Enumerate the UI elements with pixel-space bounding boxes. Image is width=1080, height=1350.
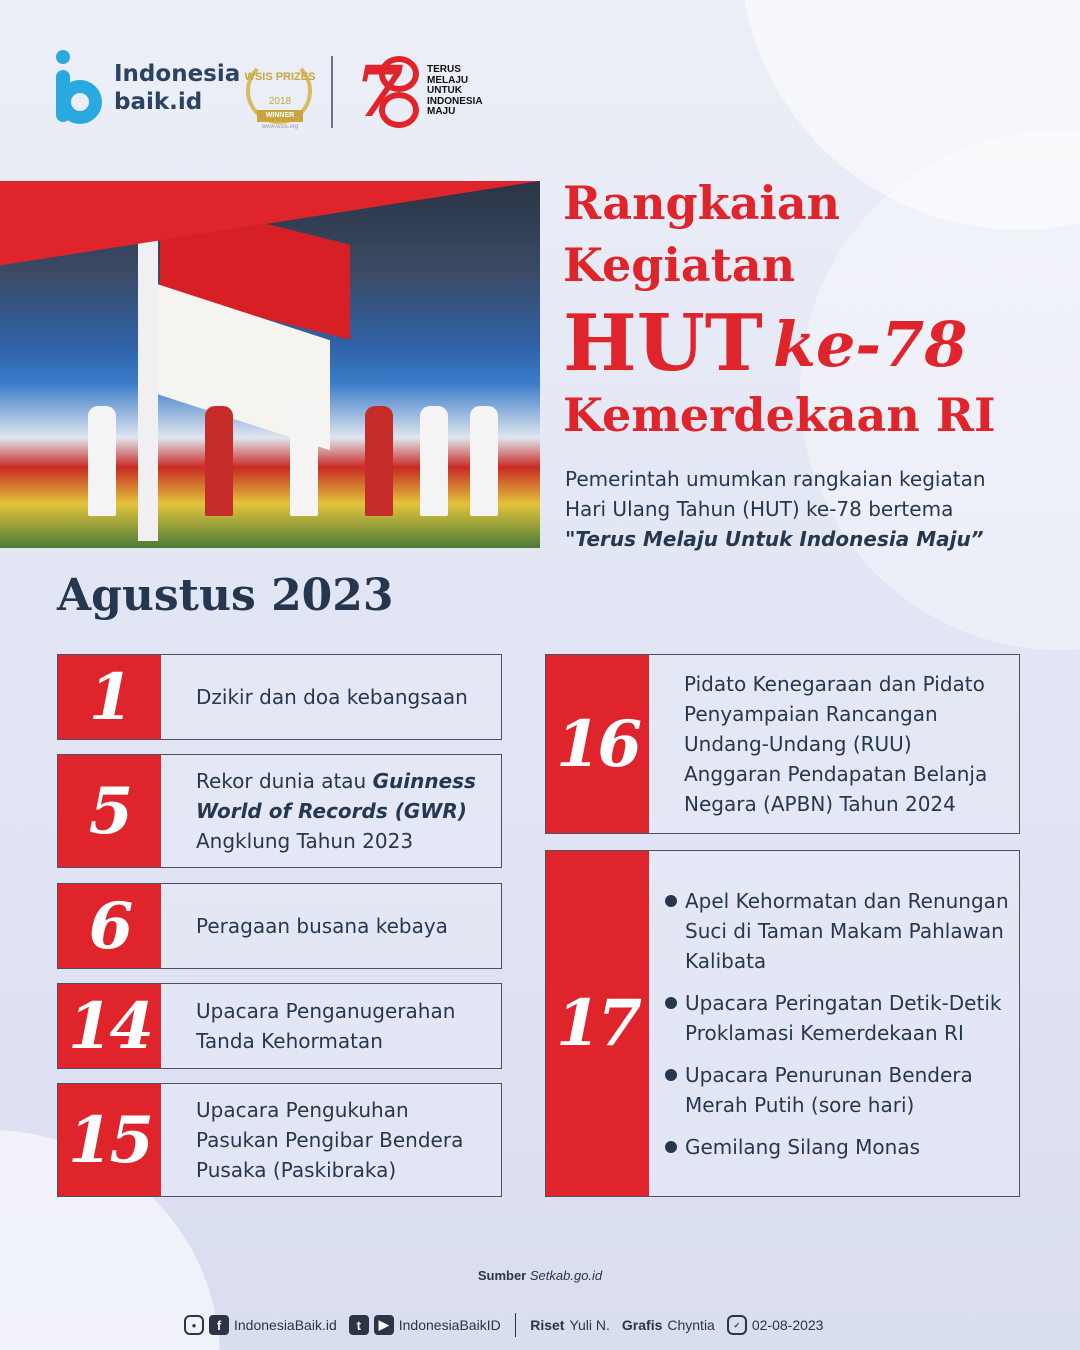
event-card: [545, 850, 1020, 1197]
event-bullet-list: [649, 851, 1019, 1196]
intro-text: Pemerintah umumkan rangkaian kegiatan Hari Ulang Tahun (HUT) ke-78 bertema "Terus Melaju Untuk Indonesia Maju”: [565, 464, 1035, 554]
title-line3-italic: ke-78: [773, 308, 968, 381]
publish-date: 02-08-2023: [751, 1317, 824, 1333]
event-card: [57, 983, 502, 1069]
grafis-label: Grafis: [621, 1317, 663, 1333]
award-site: www.wsis.org: [261, 124, 299, 130]
source-credit: Sumber Setkab.go.id: [477, 1268, 603, 1283]
bullet-icon: [665, 895, 677, 907]
social-handle-2[interactable]: IndonesiaBaikID: [398, 1317, 501, 1333]
event-card: [57, 754, 502, 868]
title-line2: Kegiatan: [563, 238, 796, 292]
grafis-name: Chyntia: [667, 1317, 715, 1333]
list-item: Gemilang Silang Monas: [665, 1132, 1019, 1162]
footer-bar: [184, 1312, 823, 1338]
wsis-award-badge: [240, 58, 320, 132]
logo-text: [114, 60, 240, 116]
event-day: 16: [546, 655, 649, 833]
event-text: Upacara Penganugerahan Tanda Kehormatan: [196, 999, 456, 1053]
event-day: 17: [546, 851, 649, 1196]
month-heading: Agustus 2023: [57, 570, 394, 621]
event-text: Peragaan busana kebaya: [196, 914, 448, 938]
event-card: [57, 883, 502, 969]
event-day: 14: [58, 984, 161, 1068]
list-item: Upacara Penurunan Bendera Merah Putih (sore hari): [665, 1060, 1019, 1120]
footer-divider: [515, 1313, 517, 1337]
bullet-icon: [665, 1141, 677, 1153]
event-day: 1: [58, 655, 161, 739]
list-item: Upacara Peringatan Detik-Detik Proklamasi Kemerdekaan RI: [665, 988, 1019, 1048]
riset-name: Yuli N.: [569, 1317, 610, 1333]
title-line4: Kemerdekaan RI: [563, 388, 996, 442]
award-title: WSIS PRIZES: [244, 71, 316, 83]
event-day: 6: [58, 884, 161, 968]
title-line1: Rangkaian: [563, 176, 841, 230]
youtube-icon[interactable]: ▶: [374, 1315, 394, 1335]
event-day: 15: [58, 1084, 161, 1196]
event-card: [545, 654, 1020, 834]
award-winner: WINNER: [257, 110, 303, 122]
event-text: Pidato Kenegaraan dan Pidato Penyampaian Rancangan Undang-Undang (RUU) Anggaran Pendapatan Belanja Negara (APBN) Tahun 2024: [684, 672, 988, 816]
logo-line2: baik.id: [114, 89, 203, 115]
social-handle-1[interactable]: IndonesiaBaik.id: [234, 1317, 337, 1333]
event-text: Rekor dunia atau Guinness World of Records (GWR) Angklung Tahun 2023: [196, 769, 476, 853]
header-divider: [331, 56, 333, 128]
event-card: [57, 1083, 502, 1197]
event-text: Dzikir dan doa kebangsaan: [196, 685, 468, 709]
indonesiabaik-mark-icon: [56, 50, 106, 126]
intro-theme: "Terus Melaju Untuk Indonesia Maju”: [565, 527, 984, 551]
event-day: 5: [58, 755, 161, 867]
twitter-icon[interactable]: t: [349, 1315, 369, 1335]
title-line3: HUT: [563, 298, 763, 389]
instagram-icon[interactable]: ●: [184, 1315, 204, 1335]
hut78-logo: 7: [355, 52, 425, 132]
hut-theme-text: TERUS MELAJU UNTUK INDONESIA MAJU: [427, 64, 483, 117]
event-card: [57, 654, 502, 740]
riset-label: Riset: [530, 1317, 565, 1333]
bullet-icon: [665, 997, 677, 1009]
award-year: 2018: [268, 96, 292, 107]
indonesiabaik-logo: [56, 50, 240, 126]
bullet-icon: [665, 1069, 677, 1081]
facebook-icon[interactable]: f: [209, 1315, 229, 1335]
logo-line1: Indonesia: [114, 61, 241, 87]
list-item: Apel Kehormatan dan Renungan Suci di Taman Makam Pahlawan Kalibata: [665, 886, 1019, 976]
event-text: Upacara Pengukuhan Pasukan Pengibar Bendera Pusaka (Paskibraka): [196, 1098, 464, 1182]
calendar-icon: ✓: [727, 1315, 747, 1335]
